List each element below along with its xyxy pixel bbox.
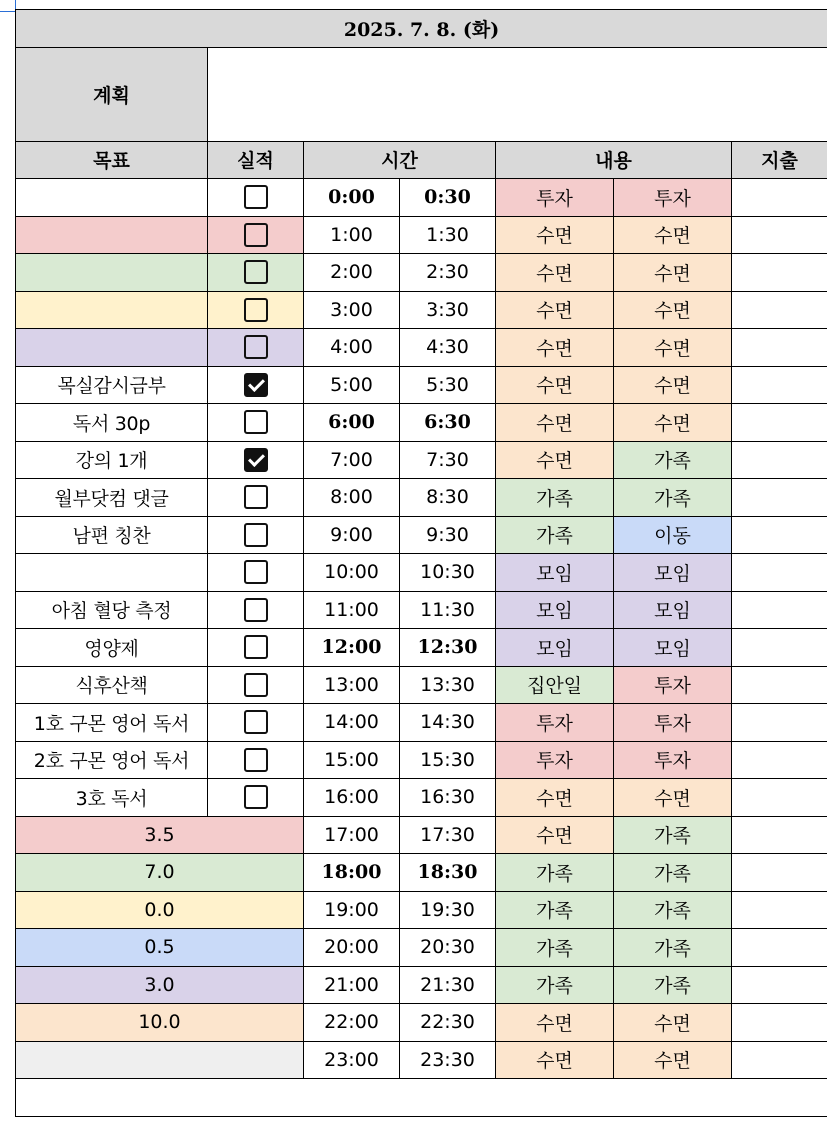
achievement-cell [208, 254, 304, 292]
content-first-cell[interactable]: 수면 [496, 441, 614, 479]
expense-cell[interactable] [732, 404, 827, 442]
time-half-cell[interactable]: 11:30 [400, 591, 496, 629]
content-second-cell[interactable]: 가족 [614, 966, 732, 1004]
time-start-cell[interactable]: 12:00 [304, 629, 400, 667]
content-first-cell[interactable]: 모임 [496, 591, 614, 629]
goal-cell[interactable]: 독서 30p [16, 404, 208, 442]
time-start-cell[interactable]: 18:00 [304, 854, 400, 892]
time-half-cell[interactable]: 0:30 [400, 179, 496, 217]
content-second-cell[interactable]: 투자 [614, 179, 732, 217]
schedule-row [16, 479, 827, 517]
content-second-cell[interactable]: 가족 [614, 479, 732, 517]
time-start-cell[interactable]: 8:00 [304, 479, 400, 517]
schedule-row [16, 254, 827, 292]
expense-cell[interactable] [732, 441, 827, 479]
time-half-cell[interactable]: 7:30 [400, 441, 496, 479]
time-half-cell[interactable]: 6:30 [400, 404, 496, 442]
expense-cell[interactable] [732, 254, 827, 292]
expense-cell[interactable] [732, 741, 827, 779]
schedule-row [16, 329, 827, 367]
content-first-cell[interactable]: 가족 [496, 516, 614, 554]
expense-cell[interactable] [732, 1041, 827, 1079]
content-first-cell[interactable]: 가족 [496, 479, 614, 517]
summary-row [16, 929, 827, 967]
content-second-cell[interactable]: 모임 [614, 554, 732, 592]
achievement-cell [208, 441, 304, 479]
content-second-cell[interactable]: 가족 [614, 891, 732, 929]
schedule-row [16, 741, 827, 779]
achievement-cell [208, 741, 304, 779]
expense-cell[interactable] [732, 366, 827, 404]
achievement-cell [208, 179, 304, 217]
unchecked-checkbox[interactable] [244, 335, 268, 359]
category-total-cell[interactable]: 10.0 [16, 1004, 304, 1042]
achievement-cell [208, 554, 304, 592]
time-start-cell[interactable]: 0:00 [304, 179, 400, 217]
time-half-cell[interactable]: 2:30 [400, 254, 496, 292]
summary-row [16, 816, 827, 854]
time-half-cell[interactable]: 14:30 [400, 704, 496, 742]
time-half-cell[interactable]: 22:30 [400, 1004, 496, 1042]
achievement-cell [208, 291, 304, 329]
time-header: 시간 [304, 141, 496, 179]
content-second-cell[interactable]: 이동 [614, 516, 732, 554]
achievement-cell [208, 779, 304, 817]
expense-cell[interactable] [732, 591, 827, 629]
content-first-cell[interactable]: 가족 [496, 891, 614, 929]
achievement-cell [208, 329, 304, 367]
achievement-cell [208, 366, 304, 404]
goal-cell[interactable] [16, 291, 208, 329]
time-half-cell[interactable]: 13:30 [400, 666, 496, 704]
content-second-cell[interactable]: 수면 [614, 329, 732, 367]
time-start-cell[interactable]: 20:00 [304, 929, 400, 967]
expense-cell[interactable] [732, 929, 827, 967]
content-first-cell[interactable]: 수면 [496, 366, 614, 404]
schedule-row [16, 704, 827, 742]
summary-row [16, 1004, 827, 1042]
content-first-cell[interactable]: 수면 [496, 254, 614, 292]
time-start-cell[interactable]: 19:00 [304, 891, 400, 929]
expense-cell[interactable] [732, 554, 827, 592]
expense-header: 지출 [732, 141, 827, 179]
daily-planner-table [15, 9, 827, 1117]
unchecked-checkbox[interactable] [244, 673, 268, 697]
summary-row [16, 1041, 827, 1079]
content-first-cell[interactable]: 수면 [496, 816, 614, 854]
time-half-cell[interactable]: 18:30 [400, 854, 496, 892]
content-first-cell[interactable]: 모임 [496, 629, 614, 667]
schedule-row [16, 666, 827, 704]
unchecked-checkbox[interactable] [244, 485, 268, 509]
achievement-cell [208, 591, 304, 629]
time-start-cell[interactable]: 22:00 [304, 1004, 400, 1042]
unchecked-checkbox[interactable] [244, 710, 268, 734]
content-first-cell[interactable]: 가족 [496, 929, 614, 967]
time-start-cell[interactable]: 13:00 [304, 666, 400, 704]
expense-cell[interactable] [732, 966, 827, 1004]
achievement-cell [208, 479, 304, 517]
content-first-cell[interactable]: 가족 [496, 854, 614, 892]
schedule-row [16, 629, 827, 667]
expense-cell[interactable] [732, 291, 827, 329]
time-half-cell[interactable]: 21:30 [400, 966, 496, 1004]
schedule-row [16, 779, 827, 817]
expense-cell[interactable] [732, 854, 827, 892]
time-start-cell[interactable]: 15:00 [304, 741, 400, 779]
trailing-cell [16, 1079, 827, 1117]
content-second-cell[interactable]: 모임 [614, 629, 732, 667]
category-total-cell[interactable]: 7.0 [16, 854, 304, 892]
expense-cell[interactable] [732, 891, 827, 929]
schedule-row [16, 179, 827, 217]
category-total-cell[interactable] [16, 1041, 304, 1079]
expense-cell[interactable] [732, 479, 827, 517]
time-half-cell[interactable]: 9:30 [400, 516, 496, 554]
unchecked-checkbox[interactable] [244, 410, 268, 434]
unchecked-checkbox[interactable] [244, 223, 268, 247]
expense-cell[interactable] [732, 329, 827, 367]
date-cell[interactable]: 2025. 7. 8. (화) [16, 10, 827, 48]
time-half-cell[interactable]: 3:30 [400, 291, 496, 329]
content-first-cell[interactable]: 수면 [496, 779, 614, 817]
expense-cell[interactable] [732, 666, 827, 704]
unchecked-checkbox[interactable] [244, 560, 268, 584]
content-header: 내용 [496, 141, 732, 179]
plan-label: 계획 [16, 47, 208, 141]
date-row [16, 10, 827, 48]
time-start-cell[interactable]: 14:00 [304, 704, 400, 742]
time-half-cell[interactable]: 23:30 [400, 1041, 496, 1079]
time-start-cell[interactable]: 3:00 [304, 291, 400, 329]
time-half-cell[interactable]: 8:30 [400, 479, 496, 517]
category-total-cell[interactable]: 3.0 [16, 966, 304, 1004]
time-start-cell[interactable]: 5:00 [304, 366, 400, 404]
content-first-cell[interactable]: 수면 [496, 291, 614, 329]
content-second-cell[interactable]: 수면 [614, 291, 732, 329]
content-first-cell[interactable]: 모임 [496, 554, 614, 592]
content-first-cell[interactable]: 투자 [496, 741, 614, 779]
time-start-cell[interactable]: 1:00 [304, 216, 400, 254]
goal-cell[interactable]: 식후산책 [16, 666, 208, 704]
time-half-cell[interactable]: 17:30 [400, 816, 496, 854]
time-half-cell[interactable]: 12:30 [400, 629, 496, 667]
expense-cell[interactable] [732, 216, 827, 254]
trailing-row [16, 1079, 827, 1117]
time-start-cell[interactable]: 9:00 [304, 516, 400, 554]
time-half-cell[interactable]: 1:30 [400, 216, 496, 254]
plan-row [16, 47, 827, 141]
goal-cell[interactable]: 목실감시금부 [16, 366, 208, 404]
time-half-cell[interactable]: 15:30 [400, 741, 496, 779]
achievement-cell [208, 629, 304, 667]
time-start-cell[interactable]: 23:00 [304, 1041, 400, 1079]
schedule-row [16, 291, 827, 329]
content-first-cell[interactable]: 집안일 [496, 666, 614, 704]
content-second-cell[interactable]: 투자 [614, 741, 732, 779]
content-second-cell[interactable]: 수면 [614, 216, 732, 254]
content-second-cell[interactable]: 투자 [614, 666, 732, 704]
achievement-cell [208, 704, 304, 742]
unchecked-checkbox[interactable] [244, 785, 268, 809]
schedule-row [16, 516, 827, 554]
time-start-cell[interactable]: 2:00 [304, 254, 400, 292]
goal-cell[interactable]: 남편 칭찬 [16, 516, 208, 554]
expense-cell[interactable] [732, 779, 827, 817]
unchecked-checkbox[interactable] [244, 185, 268, 209]
sheet-corner-marker [0, 0, 16, 12]
content-second-cell[interactable]: 수면 [614, 254, 732, 292]
schedule-row [16, 216, 827, 254]
content-second-cell[interactable]: 수면 [614, 1004, 732, 1042]
content-first-cell[interactable]: 투자 [496, 704, 614, 742]
goal-cell[interactable] [16, 554, 208, 592]
time-half-cell[interactable]: 10:30 [400, 554, 496, 592]
goal-cell[interactable]: 강의 1개 [16, 441, 208, 479]
time-start-cell[interactable]: 7:00 [304, 441, 400, 479]
time-half-cell[interactable]: 5:30 [400, 366, 496, 404]
goal-cell[interactable]: 월부닷컴 댓글 [16, 479, 208, 517]
unchecked-checkbox[interactable] [244, 523, 268, 547]
goal-cell[interactable] [16, 329, 208, 367]
content-first-cell[interactable]: 수면 [496, 329, 614, 367]
time-half-cell[interactable]: 19:30 [400, 891, 496, 929]
unchecked-checkbox[interactable] [244, 748, 268, 772]
time-half-cell[interactable]: 20:30 [400, 929, 496, 967]
unchecked-checkbox[interactable] [244, 260, 268, 284]
content-second-cell[interactable]: 수면 [614, 1041, 732, 1079]
schedule-row [16, 591, 827, 629]
content-second-cell[interactable]: 모임 [614, 591, 732, 629]
summary-row [16, 966, 827, 1004]
schedule-row [16, 366, 827, 404]
content-first-cell[interactable]: 가족 [496, 966, 614, 1004]
expense-cell[interactable] [732, 816, 827, 854]
time-half-cell[interactable]: 4:30 [400, 329, 496, 367]
time-start-cell[interactable]: 10:00 [304, 554, 400, 592]
goal-cell[interactable] [16, 216, 208, 254]
content-first-cell[interactable]: 수면 [496, 1004, 614, 1042]
achievement-header: 실적 [208, 141, 304, 179]
time-start-cell[interactable]: 21:00 [304, 966, 400, 1004]
content-second-cell[interactable]: 수면 [614, 366, 732, 404]
goal-cell[interactable]: 2호 구몬 영어 독서 [16, 741, 208, 779]
content-first-cell[interactable]: 수면 [496, 404, 614, 442]
goal-cell[interactable]: 3호 독서 [16, 779, 208, 817]
goal-cell[interactable] [16, 254, 208, 292]
goal-cell[interactable]: 아침 혈당 측정 [16, 591, 208, 629]
content-second-cell[interactable]: 가족 [614, 816, 732, 854]
category-total-cell[interactable]: 3.5 [16, 816, 304, 854]
unchecked-checkbox[interactable] [244, 298, 268, 322]
expense-cell[interactable] [732, 179, 827, 217]
category-total-cell[interactable]: 0.0 [16, 891, 304, 929]
content-second-cell[interactable]: 수면 [614, 779, 732, 817]
unchecked-checkbox[interactable] [244, 598, 268, 622]
unchecked-checkbox[interactable] [244, 635, 268, 659]
schedule-row [16, 441, 827, 479]
summary-row [16, 854, 827, 892]
checked-checkbox[interactable] [244, 448, 268, 472]
content-second-cell[interactable]: 가족 [614, 441, 732, 479]
goal-cell[interactable]: 영양제 [16, 629, 208, 667]
achievement-cell [208, 216, 304, 254]
time-start-cell[interactable]: 17:00 [304, 816, 400, 854]
checked-checkbox[interactable] [244, 373, 268, 397]
content-second-cell[interactable]: 투자 [614, 704, 732, 742]
summary-row [16, 891, 827, 929]
content-first-cell[interactable]: 수면 [496, 216, 614, 254]
time-start-cell[interactable]: 11:00 [304, 591, 400, 629]
content-first-cell[interactable]: 투자 [496, 179, 614, 217]
time-half-cell[interactable]: 16:30 [400, 779, 496, 817]
content-second-cell[interactable]: 가족 [614, 929, 732, 967]
header-row [16, 141, 827, 179]
schedule-row [16, 404, 827, 442]
goal-cell[interactable]: 1호 구몬 영어 독서 [16, 704, 208, 742]
category-total-cell[interactable]: 0.5 [16, 929, 304, 967]
achievement-cell [208, 404, 304, 442]
time-start-cell[interactable]: 4:00 [304, 329, 400, 367]
schedule-row [16, 554, 827, 592]
content-second-cell[interactable]: 수면 [614, 404, 732, 442]
plan-text-cell[interactable] [208, 47, 827, 141]
expense-cell[interactable] [732, 1004, 827, 1042]
expense-cell[interactable] [732, 629, 827, 667]
content-second-cell[interactable]: 가족 [614, 854, 732, 892]
time-start-cell[interactable]: 6:00 [304, 404, 400, 442]
achievement-cell [208, 516, 304, 554]
goal-header: 목표 [16, 141, 208, 179]
goal-cell[interactable] [16, 179, 208, 217]
expense-cell[interactable] [732, 516, 827, 554]
achievement-cell [208, 666, 304, 704]
content-first-cell[interactable]: 수면 [496, 1041, 614, 1079]
time-start-cell[interactable]: 16:00 [304, 779, 400, 817]
expense-cell[interactable] [732, 704, 827, 742]
